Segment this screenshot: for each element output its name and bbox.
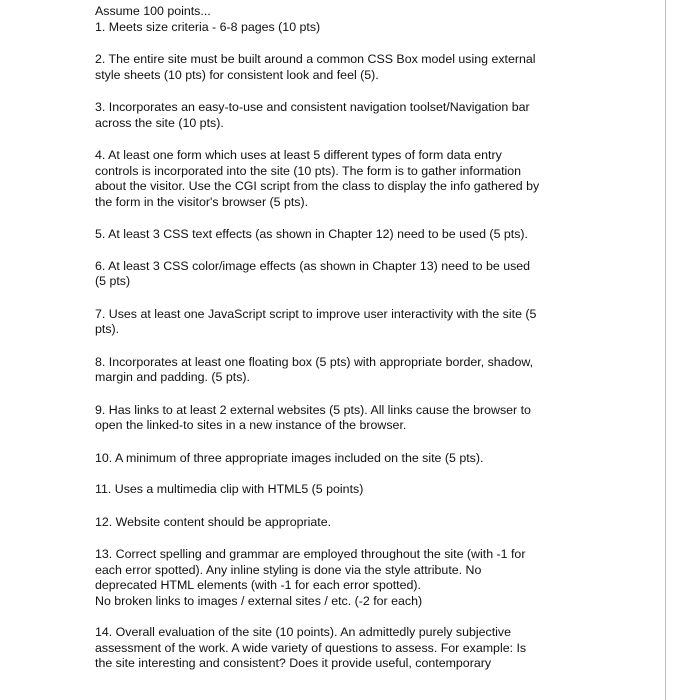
criterion-item <box>95 307 660 338</box>
criterion-line: 2. The entire site must be built around a common CSS Box model using external <box>95 52 536 66</box>
page-edge-divider <box>665 0 666 700</box>
criterion-line: 11. Uses a multimedia clip with HTML5 (5 points) <box>95 482 364 496</box>
criterion-item <box>95 451 660 467</box>
criterion-line: 12. Website content should be appropriate. <box>95 514 332 529</box>
criterion-line: the site interesting and consistent? Does it provide useful, contemporary <box>95 656 492 670</box>
criterion-item <box>95 52 660 83</box>
criterion-item <box>95 20 660 36</box>
criterion-line: 10. A minimum of three appropriate images included on the site (5 pts). <box>95 450 484 465</box>
criterion-item <box>95 148 660 210</box>
criterion-item <box>95 482 660 498</box>
criterion-line: margin and padding. (5 pts). <box>95 370 250 384</box>
criterion-line: 3. Incorporates an easy-to-use and consistent navigation toolset/Navigation bar <box>95 100 530 114</box>
criterion-item <box>95 227 660 243</box>
document-body <box>95 4 660 672</box>
criterion-item <box>95 403 660 434</box>
criterion-line: (5 pts) <box>95 274 131 288</box>
criterion-item <box>95 515 660 531</box>
criterion-line: 14. Overall evaluation of the site (10 points). An admittedly purely subjective <box>95 625 511 639</box>
criterion-line: 1. Meets size criteria - 6-8 pages (10 pts) <box>95 19 321 34</box>
criterion-line: 9. Has links to at least 2 external websites (5 pts). All links cause the browser to <box>95 402 531 417</box>
criterion-item <box>95 355 660 386</box>
criterion-line: 6. At least 3 CSS color/image effects (as shown in Chapter 13) need to be used <box>95 258 531 273</box>
criterion-line: pts). <box>95 322 120 336</box>
criterion-line: deprecated HTML elements (with -1 for each error spotted). <box>95 578 421 592</box>
criterion-line: assessment of the work. A wide variety of questions to assess. For example: Is <box>95 640 527 655</box>
criterion-line: open the linked-to sites in a new instance of the browser. <box>95 418 407 432</box>
criterion-line: 13. Correct spelling and grammar are employed throughout the site (with -1 for <box>95 547 526 561</box>
criteria-list <box>95 20 660 672</box>
criterion-line: 7. Uses at least one JavaScript script to improve user interactivity with the site (5 <box>95 306 537 321</box>
criterion-line: controls is incorporated into the site (10 pts). The form is to gather information <box>95 163 522 178</box>
criterion-item <box>95 100 660 131</box>
criterion-line: across the site (10 pts). <box>95 115 224 130</box>
criterion-line: 4. At least one form which uses at least 5 different types of form data entry <box>95 148 502 162</box>
criterion-line: about the visitor. Use the CGI script from the class to display the info gathered by <box>95 179 540 193</box>
criterion-line: the form in the visitor's browser (5 pts). <box>95 194 309 209</box>
criterion-line: style sheets (10 pts) for consistent look and feel (5). <box>95 67 379 82</box>
criterion-item <box>95 547 660 609</box>
criterion-line: each error spotted). Any inline styling is done via the style attribute. No <box>95 562 482 577</box>
criterion-line: 8. Incorporates at least one floating box (5 pts) with appropriate border, shadow, <box>95 354 534 369</box>
criterion-item <box>95 625 660 672</box>
criterion-line: No broken links to images / external sites / etc. (-2 for each) <box>95 593 423 608</box>
document-heading <box>95 4 660 20</box>
criterion-line: 5. At least 3 CSS text effects (as shown in Chapter 12) need to be used (5 pts). <box>95 227 528 241</box>
heading-line: Assume 100 points... <box>95 4 211 18</box>
criterion-item <box>95 259 660 290</box>
